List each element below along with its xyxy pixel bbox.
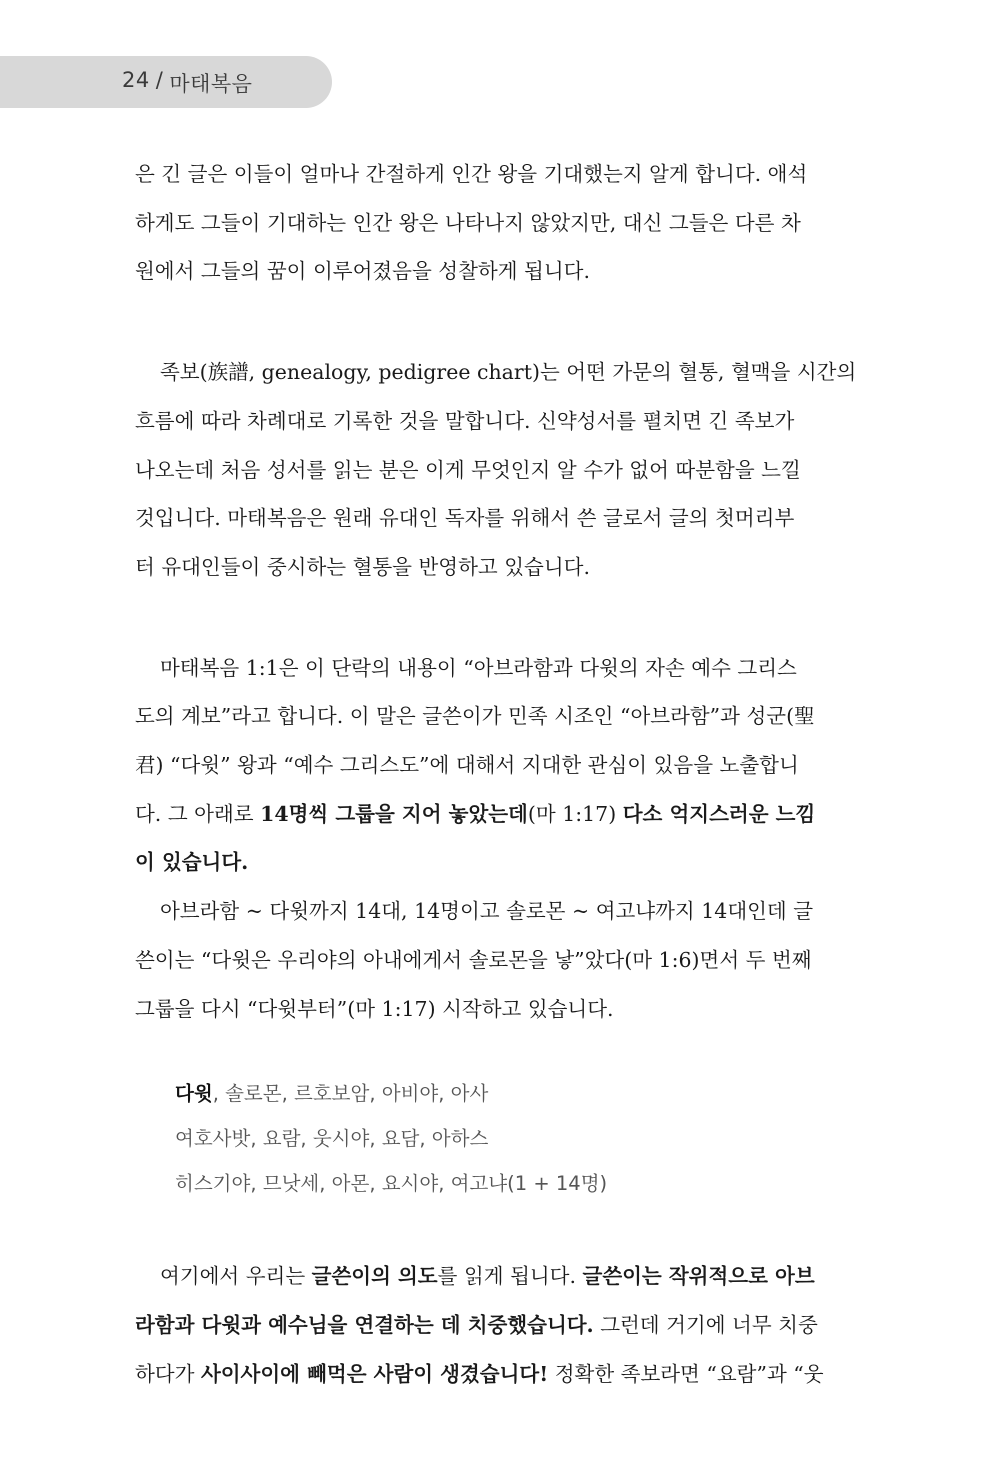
running-header <box>122 68 252 98</box>
name-emphasis: 다윗 <box>175 1082 213 1106</box>
text-line: 것입니다. 마태복음은 원래 유대인 독자를 위해서 쓴 글로서 글의 첫머리부 <box>135 506 795 531</box>
header-separator: / <box>155 68 164 92</box>
text-line: 여기에서 우리는 글쓴이의 의도를 읽게 됩니다. 글쓴이는 작위적으로 아브 <box>160 1264 815 1289</box>
paragraph-4 <box>135 887 867 1033</box>
paragraph-3 <box>135 644 867 888</box>
list-item: 다윗, 솔로몬, 르호보암, 아비야, 아사 <box>175 1082 489 1106</box>
text-line: 그룹을 다시 “다윗부터”(마 1:17) 시작하고 있습니다. <box>135 996 614 1021</box>
text-line: 하다가 사이사이에 빼먹은 사람이 생겼습니다! 정확한 족보라면 “요람”과 “웃 <box>135 1361 824 1386</box>
page-number: 24 <box>122 68 150 92</box>
text-line: 쓴이는 “다윗은 우리야의 아내에게서 솔로몬을 낳”았다(마 1:6)면서 두 번째 <box>135 947 812 972</box>
text-line: 나오는데 처음 성서를 읽는 분은 이게 무엇인지 알 수가 없어 따분함을 느낄 <box>135 457 801 482</box>
emphasis: 라함과 다윗과 예수님을 연결하는 데 치중했습니다. <box>135 1312 594 1337</box>
emphasis: 글쓴이의 의도 <box>311 1264 438 1289</box>
page-body <box>135 150 867 1398</box>
emphasis: 14명씩 그룹을 지어 놓았는데 <box>260 801 528 826</box>
text-line: 도의 계보”라고 합니다. 이 말은 글쓴이가 민족 시조인 “아브라함”과 성군(聖 <box>135 704 815 729</box>
emphasis: 사이사이에 빼먹은 사람이 생겼습니다! <box>200 1361 549 1386</box>
text-line: 하게도 그들이 기대하는 인간 왕은 나타나지 않았지만, 대신 그들은 다른 차 <box>135 210 801 235</box>
text-line: 흐름에 따라 차례대로 기록한 것을 말합니다. 신약성서를 펼치면 긴 족보가 <box>135 408 795 433</box>
emphasis: 이 있습니다. <box>135 850 249 875</box>
text-line: 라함과 다윗과 예수님을 연결하는 데 치중했습니다. 그런데 거기에 너무 치중 <box>135 1312 818 1337</box>
text-line: 君) “다윗” 왕과 “예수 그리스도”에 대해서 지대한 관심이 있음을 노출합니 <box>135 753 799 778</box>
text-line: 은 긴 글은 이들이 얼마나 간절하게 인간 왕을 기대했는지 알게 합니다. 애석 <box>135 162 808 186</box>
text-line: 원에서 그들의 꿈이 이루어졌음을 성찰하게 됩니다. <box>135 259 590 284</box>
paragraph-2 <box>135 348 867 592</box>
text-line: 다. 그 아래로 14명씩 그룹을 지어 놓았는데(마 1:17) 다소 억지스러운 느낌 <box>135 801 816 826</box>
text-line: 족보(族譜, genealogy, pedigree chart)는 어떤 가문의 혈통, 혈맥을 시간의 <box>160 360 857 385</box>
book-title: 마태복음 <box>169 72 253 96</box>
text-line <box>135 838 867 887</box>
text-line: 터 유대인들이 중시하는 혈통을 반영하고 있습니다. <box>135 554 590 579</box>
name-list <box>135 1071 867 1206</box>
list-item: 여호사밧, 요람, 웃시야, 요담, 아하스 <box>175 1127 489 1151</box>
text-line: 아브라함 ~ 다윗까지 14대, 14명이고 솔로몬 ~ 여고냐까지 14대인데 글 <box>160 899 814 924</box>
emphasis: 다소 억지스러운 느낌 <box>622 801 816 826</box>
list-item: 히스기야, 므낫세, 아몬, 요시야, 여고냐(1 + 14명) <box>175 1172 608 1196</box>
text-line: 마태복음 1:1은 이 단락의 내용이 “아브라함과 다윗의 자손 예수 그리스 <box>160 655 797 680</box>
emphasis: 글쓴이는 작위적으로 아브 <box>582 1264 815 1289</box>
paragraph-1 <box>135 150 867 296</box>
paragraph-5 <box>135 1252 867 1398</box>
